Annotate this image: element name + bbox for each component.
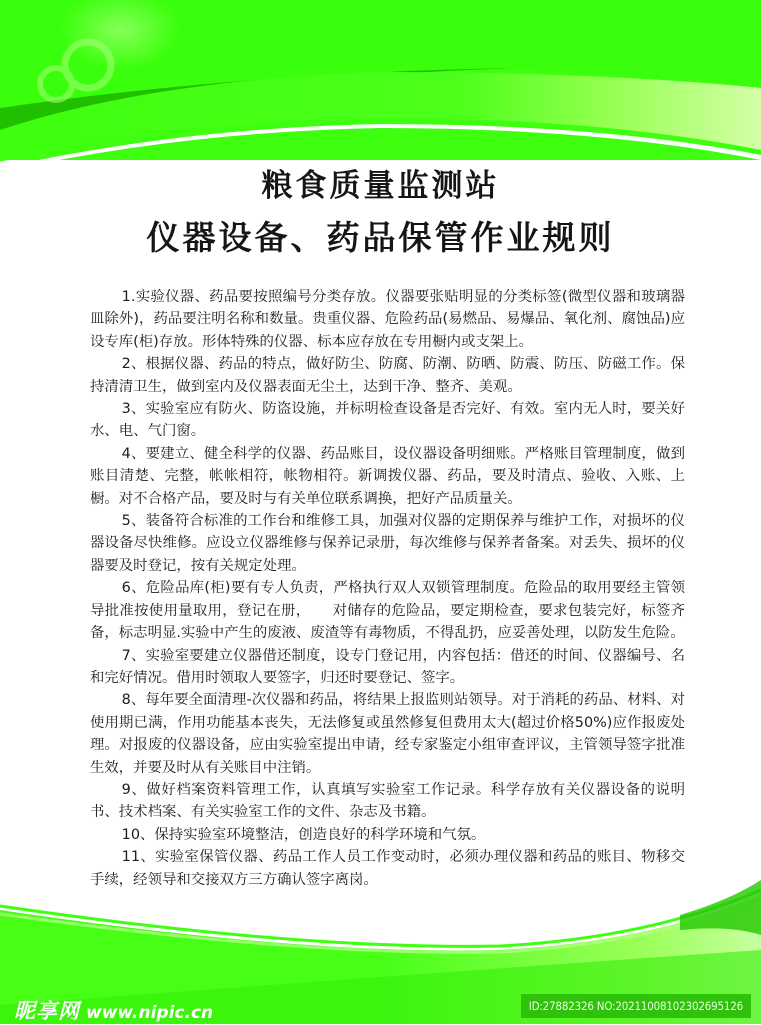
watermark-url: www.nipic.cn [86, 1003, 214, 1023]
rule-item: 1.实验仪器、药品要按照编号分类存放。仪器要张贴明显的分类标签(微型仪器和玻璃器皿除外)，药品要注明名称和数量。贵重仪器、危险药品(易燃品、易爆品、氧化剂、腐蚀品)应设专库(柜)存放。形体特殊的仪器、标本应存放在专用橱内或支架上。 [90, 289, 685, 350]
rule-item: 7、实验室要建立仪器借还制度，设专门登记用，内容包括：借还的时间、仪器编号、名和完好情况。借用时领取人要签字，归还时要登记、签字。 [90, 647, 685, 686]
rule-item: 9、做好档案资料管理工作，认真填写实验室工作记录。科学存放有关仪器设备的说明书、技术档案、有关实验室工作的文件、杂志及书籍。 [90, 781, 685, 821]
rule-item: 6、危险品库(柜)要有专人负责，严格执行双人双锁管理制度。危险品的取用要经主管领导批准按使用量取用，登记在册， 对储存的危险品，要定期检查，要求包装完好，标签齐备，标志明显.实验中产生的废液、废渣等有毒物质，不得乱扔，应妥善处理，以防发生危险。 [90, 580, 685, 642]
watermark [14, 995, 213, 1025]
rule-item: 5、装备符合标准的工作台和维修工具，加强对仪器的定期保养与维护工作，对损坏的仪器设备尽快维修。应设立仪器维修与保养记录册，每次维修与保养者备案。对丢失、损坏的仪器要及时登记，按有关规定处理。 [90, 513, 685, 574]
rule-item: 10、保持实验室环境整洁，创造良好的科学环境和气氛。 [121, 826, 486, 843]
image-id-badge: ID:27882326 NO:20211008102302695126 [521, 994, 751, 1018]
watermark-logo: 昵享网 [14, 999, 80, 1023]
page-title: 粮食质量监测站 [261, 168, 500, 204]
page-subtitle: 仪器设备、药品保管作业规则 [146, 218, 615, 257]
rule-item: 4、要建立、健全科学的仪器、药品账目，设仪器设备明细账。严格账目管理制度，做到账目清楚、完整，帐帐相符，帐物相符。新调拨仪器、药品，要及时清点、验收、入账、上橱。对不合格产品，要及时与有关单位联系调换，把好产品质量关。 [90, 445, 685, 507]
rule-item: 3、实验室应有防火、防盗设施，并标明检查设备是否完好、有效。室内无人时，要关好水、电、气门窗。 [90, 401, 685, 440]
rule-item: 8、每年要全面清理-次仪器和药品，将结果上报监则站领导。对于消耗的药品、材料、对使用期已满，作用功能基本丧失，无法修复或虽然修复但费用太大(超过价格50%)应作报废处理。对报废的仪器设备，应由实验室提出申请，经专家鉴定小组审查评议，主管领导签字批准生效，并要及时从有关账目中注销。 [90, 692, 685, 776]
rule-item: 2、根据仪器、药品的特点，做好防尘、防腐、防潮、防晒、防震、防压、防磁工作。保持清清卫生，做到室内及仪器表面无尘土，达到干净、整齐、美观。 [90, 356, 685, 395]
rule-item: 11、实验室保管仪器、药品工作人员工作变动时，必须办理仪器和药品的账目、物移交手续，经领导和交接双方三方确认签字离岗。 [90, 849, 685, 888]
rules-list [90, 286, 685, 891]
